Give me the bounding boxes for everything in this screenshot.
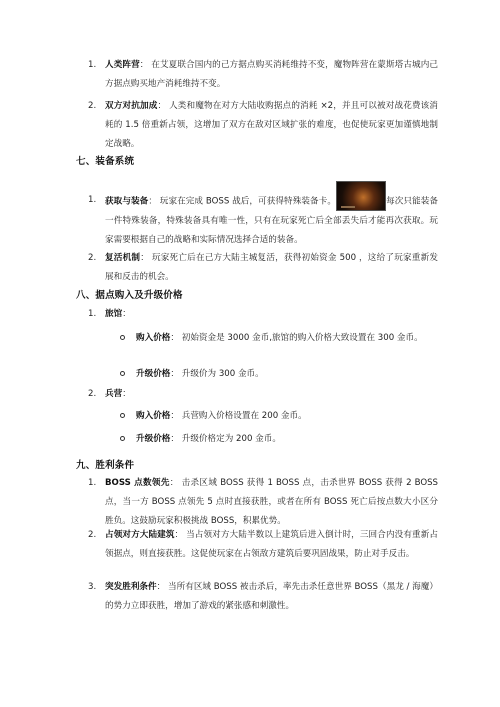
item-text: 玩家死亡后在己方大陆主城复活，获得初始资金 500 ，这给了玩家重新发展和反击的机会。 [105, 253, 438, 282]
bullet-icon [120, 371, 125, 376]
sub-item-inn-upgrade: 升级价格： 升级价为 300 金币。 [120, 365, 438, 384]
list-item-occupy-buildings: 2. 占领对方大陆建筑： 当占领对方大陆半数以上建筑后进入倒计时，三回合内没有重新占领据点，则直接获胜。这促使玩家在占领敌方建筑后要巩固战果，防止对手反击。 [88, 526, 438, 564]
item-text: 当占领对方大陆半数以上建筑后进入倒计时，三回合内没有重新占领据点，则直接获胜。这促使玩家在占领敌方建筑后要巩固战果，防止对手反击。 [105, 530, 438, 559]
item-title: 复活机制 [105, 253, 141, 263]
item-text: 初始资金是 3000 金币,旅馆的购入价格大致设置在 300 金币。 [181, 333, 423, 343]
section-title-equipment: 七、装备系统 [76, 156, 135, 167]
section-title-victory: 九、胜利条件 [76, 460, 135, 471]
item-title: 升级价格 [136, 434, 171, 444]
item-title: 兵营 [105, 389, 123, 399]
section-title-prices: 八、据点购入及升级价格 [76, 290, 183, 301]
list-number: 1. [88, 309, 97, 319]
list-item-equipment-acquire: 1. 获取与装备： 玩家在完成 BOSS 战后，可获得特殊装备卡。 每次只能装备一件特殊装备，特殊装备具有唯一性，只有在玩家死亡后全部丢失后才能再次获取。玩家需要根据自己的战略和实际情况选择合适的装备。 [88, 191, 438, 250]
item-title: 突发胜利条件 [105, 582, 157, 592]
sub-item-barracks-upgrade: 升级价格： 升级价格定为 200 金币。 [120, 430, 438, 449]
equipment-card-image [336, 181, 386, 211]
list-number: 3. [88, 582, 97, 592]
list-item-revive: 2. 复活机制： 玩家死亡后在己方大陆主城复活，获得初始资金 500 ，这给了玩家重新发展和反击的机会。 [88, 249, 438, 287]
list-number: 2. [88, 253, 97, 263]
item-text: 当所有区域 BOSS 被击杀后，率先击杀任意世界 BOSS（黑龙 / 海魔）的势力立即获胜，增加了游戏的紧张感和刺激性。 [105, 582, 438, 611]
list-number: 2. [88, 389, 97, 399]
list-item-inn: 1. 旅馆： [88, 305, 438, 324]
bullet-icon [120, 413, 125, 418]
item-title: BOSS 点数领先 [105, 478, 170, 488]
bullet-icon [120, 335, 125, 340]
item-title: 购入价格 [136, 333, 171, 343]
item-text: 在艾夏联合国内的己方据点购买消耗维持不变，魔物阵营在蒙斯塔古城内己方据点购买地产消耗维持不变。 [105, 60, 438, 89]
list-number: 1. [88, 195, 97, 205]
list-item-boss-points: 1. BOSS 点数领先： 击杀区域 BOSS 获得 1 BOSS 点，击杀世界 BOSS 获得 2 BOSS 点，当一方 BOSS 点领先 5 点时直接获胜，或者在所有 BOSS 死亡后按点数大小区分胜负。这鼓励玩家积极挑战 BOSS，积累优势。 [88, 474, 438, 531]
sub-item-barracks-buy: 购入价格： 兵营购入价格设置在 200 金币。 [120, 407, 438, 426]
item-title: 旅馆 [105, 309, 123, 319]
list-item-sudden-victory: 3. 突发胜利条件： 当所有区域 BOSS 被击杀后，率先击杀任意世界 BOSS（黑龙 / 海魔）的势力立即获胜，增加了游戏的紧张感和刺激性。 [88, 578, 438, 616]
sub-item-inn-buy: 购入价格： 初始资金是 3000 金币,旅馆的购入价格大致设置在 300 金币。 [120, 329, 438, 348]
list-item-confrontation-bonus: 2. 双方对抗加成： 人类和魔物在对方大陆收购据点的消耗 ×2，并且可以被对战花费该消耗的 1.5 倍重新占领，这增加了双方在敌对区域扩张的难度，也促使玩家更加谨慎地制定战略。 [88, 97, 438, 154]
bullet-icon [120, 436, 125, 441]
list-item-human-faction: 1. 人类阵营： 在艾夏联合国内的己方据点购买消耗维持不变，魔物阵营在蒙斯塔古城内己方据点购买地产消耗维持不变。 [88, 56, 438, 94]
list-number: 2. [88, 530, 97, 540]
item-text: 兵营购入价格设置在 200 金币。 [181, 411, 307, 421]
item-text: 玩家在完成 BOSS 战后，可获得特殊装备卡。 [159, 196, 337, 207]
item-title: 双方对抗加成 [105, 101, 158, 111]
item-text: 升级价格定为 200 金币。 [181, 434, 281, 444]
item-title: 购入价格 [136, 411, 171, 421]
item-text: 升级价为 300 金币。 [181, 369, 264, 379]
item-text: 人类和魔物在对方大陆收购据点的消耗 ×2，并且可以被对战花费该消耗的 1.5 倍重新占领，这增加了双方在敌对区域扩张的难度，也促使玩家更加谨慎地制定战略。 [105, 101, 438, 149]
item-text: 每次只能装备一件特殊装备，特殊装备具有唯一性，只有在玩家死亡后全部丢失后才能再次获取。玩家需要根据自己的战略和实际情况选择合适的装备。 [105, 196, 438, 245]
list-number: 1. [88, 478, 97, 488]
list-number: 2. [88, 101, 97, 111]
item-title: 占领对方大陆建筑 [105, 530, 175, 540]
item-text: 击杀区域 BOSS 获得 1 BOSS 点，击杀世界 BOSS 获得 2 BOSS 点，当一方 BOSS 点领先 5 点时直接获胜，或者在所有 BOSS 死亡后按点数大小区分胜负。这鼓励玩家积极挑战 BOSS，积累优势。 [105, 478, 439, 526]
item-title: 人类阵营 [105, 60, 140, 70]
item-title: 获取与装备 [105, 196, 149, 207]
list-number: 1. [88, 60, 97, 70]
item-title: 升级价格 [136, 369, 171, 379]
list-item-barracks: 2. 兵营： [88, 385, 438, 404]
